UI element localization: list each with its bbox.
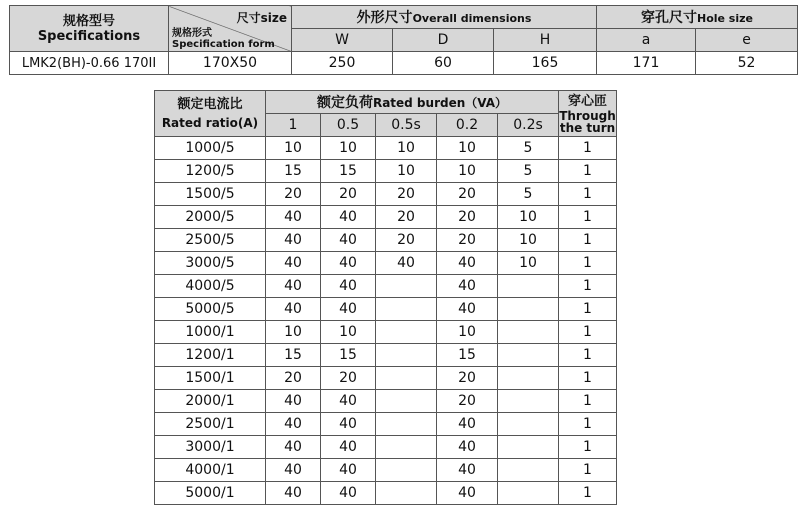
burden-cell: 20 — [376, 206, 437, 229]
burden-cell: 20 — [437, 206, 498, 229]
table-row — [155, 298, 617, 321]
ratio-header — [155, 91, 266, 137]
e-cell: 52 — [696, 52, 798, 75]
turns-cell: 1 — [559, 321, 617, 344]
burden-cell: 10 — [437, 160, 498, 183]
burden-cell: 20 — [437, 229, 498, 252]
ratio-cell: 1200/5 — [155, 160, 266, 183]
class-header-0.2: 0.2 — [437, 114, 498, 137]
burden-label-en: Rated burden（VA） — [372, 96, 508, 110]
burden-cell — [376, 275, 437, 298]
burden-cell — [498, 413, 559, 436]
turns-cell: 1 — [559, 137, 617, 160]
table-row — [155, 436, 617, 459]
turns-cell: 1 — [559, 206, 617, 229]
burden-cell: 10 — [266, 321, 321, 344]
burden-cell: 40 — [266, 459, 321, 482]
table-row — [155, 459, 617, 482]
burden-cell: 15 — [266, 160, 321, 183]
through-label-en-2: the turn — [559, 120, 616, 135]
burden-cell: 40 — [321, 229, 376, 252]
burden-cell: 10 — [498, 229, 559, 252]
burden-cell — [498, 436, 559, 459]
burden-cell: 20 — [321, 367, 376, 390]
burden-cell — [498, 390, 559, 413]
table-row — [155, 390, 617, 413]
burden-cell — [376, 436, 437, 459]
form-label — [172, 28, 275, 50]
turns-cell: 1 — [559, 459, 617, 482]
burden-cell: 40 — [266, 252, 321, 275]
burden-cell: 40 — [321, 206, 376, 229]
ratio-cell: 3000/5 — [155, 252, 266, 275]
size-label: 尺寸size — [236, 11, 287, 25]
burden-cell: 40 — [321, 436, 376, 459]
burden-cell: 40 — [266, 390, 321, 413]
burden-cell: 10 — [321, 137, 376, 160]
burden-header — [266, 91, 559, 114]
burden-cell: 40 — [266, 436, 321, 459]
burden-cell: 40 — [321, 275, 376, 298]
table-row — [155, 367, 617, 390]
burden-cell: 15 — [321, 160, 376, 183]
burden-cell: 20 — [266, 367, 321, 390]
spec-header — [10, 6, 169, 52]
burden-cell: 40 — [437, 252, 498, 275]
a-cell: 171 — [597, 52, 696, 75]
class-header-0.5: 0.5 — [321, 114, 376, 137]
col-header-a: a — [597, 29, 696, 52]
burden-cell: 10 — [437, 137, 498, 160]
turns-cell: 1 — [559, 344, 617, 367]
burden-cell: 10 — [498, 252, 559, 275]
ratio-cell: 3000/1 — [155, 436, 266, 459]
turns-cell: 1 — [559, 298, 617, 321]
burden-cell: 5 — [498, 160, 559, 183]
spec-label-cn: 规格型号 — [62, 13, 115, 29]
spec-label-en: Specifications — [37, 28, 141, 44]
turns-cell: 1 — [559, 367, 617, 390]
burden-cell: 40 — [266, 298, 321, 321]
table-row — [155, 344, 617, 367]
turns-cell: 1 — [559, 229, 617, 252]
ratio-cell: 1000/5 — [155, 137, 266, 160]
form-label-cn: 规格形式 — [172, 28, 212, 39]
burden-cell: 40 — [266, 413, 321, 436]
hole-header — [597, 6, 798, 29]
table-row — [155, 206, 617, 229]
turns-cell: 1 — [559, 436, 617, 459]
burden-cell — [376, 321, 437, 344]
table-row — [155, 482, 617, 505]
burden-cell: 15 — [266, 344, 321, 367]
ratio-label-en: Rated ratio(A) — [161, 115, 259, 130]
dims-header — [292, 6, 597, 29]
burden-cell: 20 — [437, 367, 498, 390]
burden-cell: 40 — [266, 206, 321, 229]
turns-cell: 1 — [559, 390, 617, 413]
burden-cell — [498, 298, 559, 321]
hole-label-cn: 穿孔尺寸 — [640, 10, 697, 26]
ratio-cell: 1500/1 — [155, 367, 266, 390]
burden-cell: 40 — [321, 390, 376, 413]
class-header-0.5s: 0.5s — [376, 114, 437, 137]
turns-cell: 1 — [559, 252, 617, 275]
hole-label-en: Hole size — [696, 12, 753, 25]
ratio-cell: 2000/5 — [155, 206, 266, 229]
col-header-e: e — [696, 29, 798, 52]
table-row — [155, 275, 617, 298]
form-cell: 170X50 — [169, 52, 292, 75]
table-row — [155, 229, 617, 252]
burden-cell — [376, 298, 437, 321]
burden-cell: 40 — [437, 459, 498, 482]
ratio-cell: 1200/1 — [155, 344, 266, 367]
burden-cell: 10 — [498, 206, 559, 229]
burden-cell: 40 — [321, 459, 376, 482]
burden-cell: 20 — [376, 229, 437, 252]
col-header-w: W — [292, 29, 393, 52]
burden-cell — [498, 321, 559, 344]
burden-cell: 15 — [437, 344, 498, 367]
w-cell: 250 — [292, 52, 393, 75]
ratio-cell: 1500/5 — [155, 183, 266, 206]
burden-cell: 40 — [321, 252, 376, 275]
spec-data-row — [10, 52, 798, 75]
burden-cell: 10 — [376, 160, 437, 183]
burden-cell — [376, 367, 437, 390]
dims-label-en: Overall dimensions — [412, 12, 532, 25]
table-row — [155, 321, 617, 344]
col-header-d: D — [393, 29, 494, 52]
burden-cell: 40 — [437, 275, 498, 298]
burden-cell: 20 — [376, 183, 437, 206]
ratio-cell: 5000/1 — [155, 482, 266, 505]
burden-cell — [376, 482, 437, 505]
ratio-cell: 5000/5 — [155, 298, 266, 321]
burden-cell: 5 — [498, 183, 559, 206]
burden-cell — [498, 275, 559, 298]
ratio-cell: 1000/1 — [155, 321, 266, 344]
burden-cell: 10 — [376, 137, 437, 160]
turns-cell: 1 — [559, 275, 617, 298]
burden-cell: 40 — [266, 229, 321, 252]
h-cell: 165 — [494, 52, 597, 75]
burden-cell: 10 — [437, 321, 498, 344]
table-row — [155, 137, 617, 160]
turns-cell: 1 — [559, 482, 617, 505]
through-turn-header — [559, 91, 617, 137]
spec-table — [9, 5, 798, 75]
table-row — [155, 252, 617, 275]
burden-cell: 40 — [437, 298, 498, 321]
class-header-1: 1 — [266, 114, 321, 137]
burden-cell: 40 — [437, 436, 498, 459]
burden-cell — [498, 367, 559, 390]
d-cell: 60 — [393, 52, 494, 75]
burden-cell — [376, 459, 437, 482]
burden-cell: 40 — [321, 298, 376, 321]
model-cell: LMK2(BH)-0.66 170II — [10, 52, 169, 75]
table-row — [155, 413, 617, 436]
form-label-en: Specification form — [172, 39, 275, 50]
burden-cell — [498, 459, 559, 482]
burden-cell: 10 — [321, 321, 376, 344]
through-label-en-1: Through — [559, 108, 616, 123]
ratio-label-cn: 额定电流比 — [177, 96, 243, 112]
burden-cell: 20 — [321, 183, 376, 206]
table-row — [155, 160, 617, 183]
burden-cell: 40 — [321, 413, 376, 436]
burden-table — [154, 90, 617, 505]
burden-cell: 40 — [437, 482, 498, 505]
burden-cell — [376, 413, 437, 436]
burden-table-body — [155, 137, 617, 505]
burden-cell — [376, 390, 437, 413]
burden-cell: 40 — [266, 482, 321, 505]
burden-cell: 20 — [437, 390, 498, 413]
burden-cell: 40 — [376, 252, 437, 275]
burden-cell — [498, 482, 559, 505]
burden-cell: 40 — [266, 275, 321, 298]
table-row — [155, 183, 617, 206]
burden-cell: 10 — [266, 137, 321, 160]
col-header-h: H — [494, 29, 597, 52]
burden-cell — [376, 344, 437, 367]
burden-cell: 5 — [498, 137, 559, 160]
burden-cell: 40 — [321, 482, 376, 505]
dims-label-cn: 外形尺寸 — [356, 10, 413, 26]
burden-cell: 40 — [437, 413, 498, 436]
class-header-0.2s: 0.2s — [498, 114, 559, 137]
ratio-cell: 2500/1 — [155, 413, 266, 436]
burden-cell: 15 — [321, 344, 376, 367]
turns-cell: 1 — [559, 413, 617, 436]
burden-cell: 20 — [437, 183, 498, 206]
ratio-cell: 2500/5 — [155, 229, 266, 252]
size-form-header — [169, 6, 292, 52]
burden-cell — [498, 344, 559, 367]
burden-label-cn: 额定负荷 — [316, 95, 373, 111]
ratio-cell: 4000/5 — [155, 275, 266, 298]
burden-cell: 20 — [266, 183, 321, 206]
turns-cell: 1 — [559, 160, 617, 183]
turns-cell: 1 — [559, 183, 617, 206]
ratio-cell: 2000/1 — [155, 390, 266, 413]
ratio-cell: 4000/1 — [155, 459, 266, 482]
through-label-cn: 穿心匝 — [567, 93, 607, 109]
